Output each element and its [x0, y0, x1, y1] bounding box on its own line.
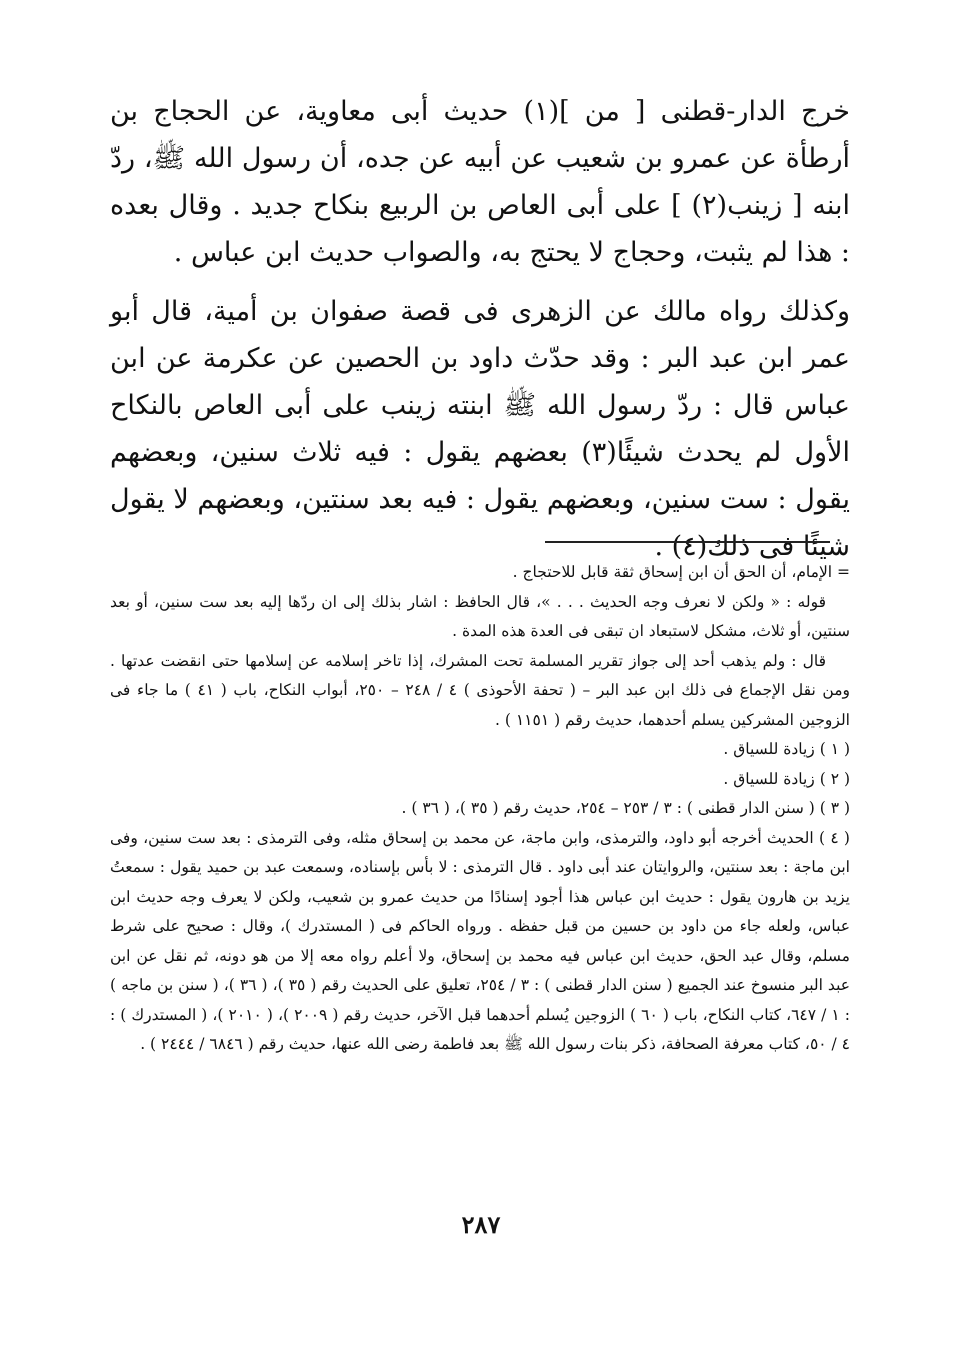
footnote-commentary-1: قوله : « ولكن لا نعرف وجه الحديث . . . »، قال الحافظ : اشار بذلك إلى ان ردّها إليه بعد ست سنين، أو بعد سنتين، أو ثلاث، مشكل لاستبعاد ان تبقى فى العدة هذه المدة . [110, 592, 850, 640]
footnote-2: ( ٢ ) زيادة للسياق . [723, 769, 850, 788]
main-text [110, 88, 850, 570]
page-number: ٢٨٧ [461, 1210, 501, 1239]
main-paragraph-1: خرج الدار-قطنى [ من ](١) حديث أبى معاوية، عن الحجاج بن أرطأة عن عمرو بن شعيب عن أبيه عن جده، أن رسول الله ﷺ، ردّ ابنه [ زينب(٢) ] على أبى العاص بن الربيع بنكاح جديد . وقال بعده : هذا لم يثبت، وحجاج لا يحتج به، والصواب حديث ابن عباس . [110, 96, 850, 268]
footnote-commentary-2: قال : ولم يذهب أحد إلى جواز تقرير المسلمة تحت المشرك، إذا تاخر إسلامه عن إسلامها حتى انقضت عدتها . ومن نقل الإجماع فى ذلك ابن عبد البر – ( تحفة الأحوذى ) ٤ / ٢٤٨ – ٢٥٠، أبواب النكاح، باب ( ٤١ ) ما جاء فى الزوجين المشركين يسلم أحدهما، حديث رقم ( ١١٥١ ) . [110, 651, 851, 729]
footnote-1: ( ١ ) زيادة للسياق . [723, 740, 850, 758]
footnote-3: ( ٣ ) ( سنن الدار قطنى ) : ٣ / ٢٥٣ – ٢٥٤، حديث رقم ( ٣٥ )، ( ٣٦ ) . [401, 799, 850, 817]
footnote-4: ( ٤ ) الحديث أخرجه أبو داود، والترمذى، وابن ماجة، عن محمد بن إسحاق مثله، وفى الترمذى : بعد ست سنين، وفى ابن ماجة : بعد سنتين، والروايتان عند أبى داود . قال الترمذى : لا بأس بإسناده، وسمعت عبد بن حميد يقول : سمعتُ يزيد بن هارون يقول : حديث ابن عباس هذا أجود إسنادًا من حديث عمرو بن شعيب، ولكن لا يعرف وجه حديث ابن عباس، ولعله جاء من داود بن حسين من قبل حفظه . ورواه الحاكم فى ( المستدرك )، وقال : صحيح على شرط مسلم، وقال عبد الحق، حديث ابن عباس فيه محمد بن إسحاق، ولا أعلم رواه معه إلا من هو دونه، ثم نقل عن ابن عبد البر منسوخ عند الجميع ( سنن الدار قطنى ) : ٣ / ٢٥٤، تعليق على الحديث رقم ( ٣٥ )، ( ٣٦ )، ( سنن بن ماجه ) : ١ / ٦٤٧، كتاب النكاح، باب ( ٦٠ ) الزوجين يُسلم أحدهما قبل الآخر، حديث رقم ( ٢٠٠٩ )، ( ٢٠١٠ )، ( المستدرك ) : ٤ / ٥٠، كتاب معرفة الصحافة، ذكر بنات رسول الله ﷺ بعد فاطمة رضى الله عنها، حديث رقم ( ٦٨٤٦ / ٢٤٤٤ ) . [110, 828, 850, 1053]
main-paragraph-2: وكذلك رواه مالك عن الزهرى فى قصة صفوان بن أمية، قال أبو عمر ابن عبد البر : وقد حدّث داود بن الحصين عن عكرمة عن ابن عباس قال : ردّ رسول الله ﷺ ابنته زينب على أبى العاص بالنكاح الأول لم يحدث شيئًا(٣) بعضهم يقول : فيه ثلاث سنين، وبعضهم يقول : ست سنين، وبعضهم يقول : فيه بعد سنتين، وبعضهم لا يقول شيئًا فى ذلك(٤) . [110, 296, 850, 562]
footnote-continuation: = الإمام، أن الحق أن ابن إسحاق ثقة قابل للاحتجاج . [512, 563, 850, 581]
footnote-divider [545, 541, 830, 543]
footnotes [110, 558, 850, 1060]
